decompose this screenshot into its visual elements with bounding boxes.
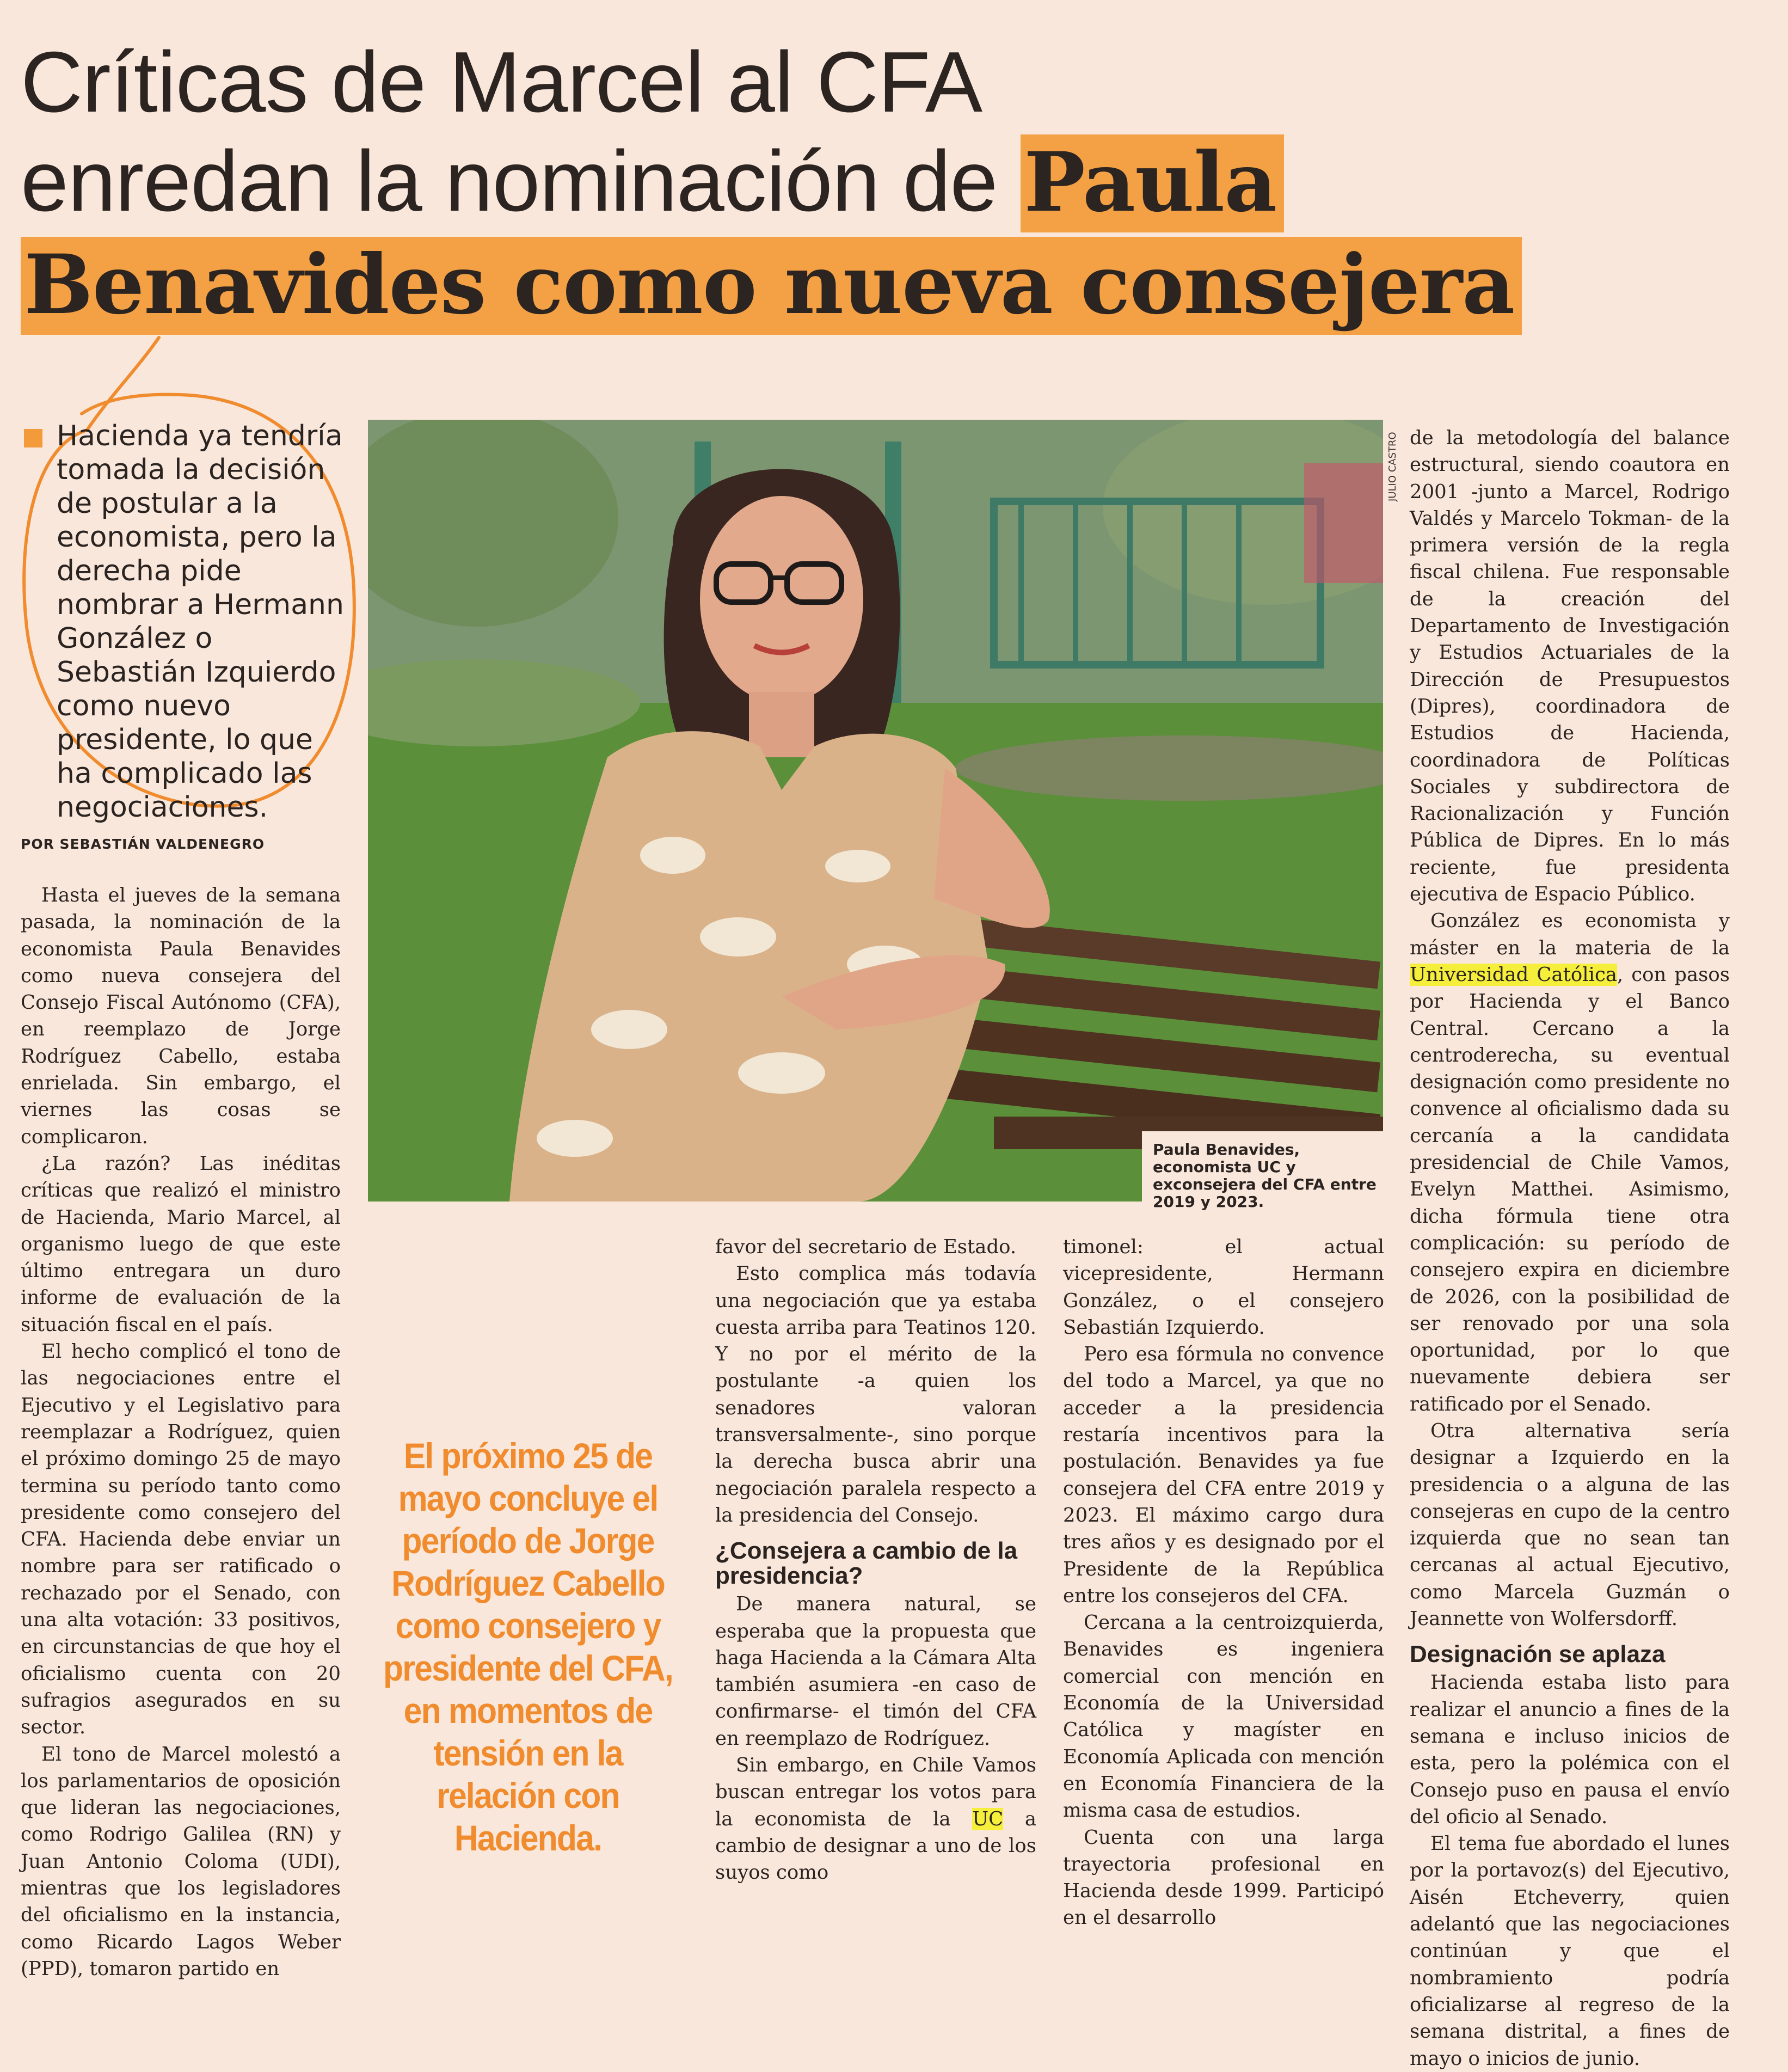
paragraph-text: González es economista y máster en la materia de la — [1410, 910, 1730, 959]
paragraph: favor del secretario de Estado. — [715, 1236, 1017, 1258]
paragraph: El tono de Marcel molestó a los parlamentarios de oposición que lideran las negociaciones, como Rodrigo Galilea (RN) y Juan Antonio Coloma (UDI), mientras que los legisladores del oficialismo en la instancia, como Ricardo Lagos Weber (PPD), tomaron partido en — [21, 1743, 341, 1980]
headline-line-3 — [21, 234, 1515, 334]
headline — [21, 33, 1515, 334]
paragraph: Esto complica más todavía una negociación que ya estaba cuesta arriba para Teatinos 120. Y no por el mérito de la postulante -a quien los senadores valoran transversalmente-, sino porque la derecha busca abrir una negociación paralela respecto a la presidencia del Consejo. — [715, 1262, 1036, 1527]
photo-credit: JULIO CASTRO — [1387, 432, 1398, 501]
portrait-illustration — [368, 420, 1383, 1201]
paragraph-text: a cambio de designar a uno de los suyos como — [715, 1807, 1037, 1884]
lead-text: Hacienda ya tendría tomada la decisión de postular a la economista, pero la derecha pide nombrar a Hermann González o Sebastián Izquierdo como nuevo presidente, lo que ha complicado las negociaciones. — [57, 420, 344, 824]
article-column-4 — [1410, 425, 1730, 2072]
headline-highlight-name: Paula — [1021, 134, 1284, 232]
byline: POR SEBASTIÁN VALDENEGRO — [21, 836, 265, 852]
portrait-photo — [368, 420, 1383, 1201]
pull-quote: El próximo 25 de mayo concluye el período de Jorge Rodríguez Cabello como consejero y presidente del CFA, en momentos de tensión en la relación con Hacienda. — [383, 1436, 673, 1858]
paragraph: El hecho complicó el tono de las negociaciones entre el Ejecutivo y el Legislativo para reemplazar a Rodríguez, quien el próximo domingo 25 de mayo termina su período tanto como presidente como consejero del CFA. Hacienda debe enviar un nombre para ser ratificado o rechazado por el Senado, con una alta votación: 33 positivos, en circunstancias de que hoy el oficialismo cuenta con 20 sufragios asegurados en su sector. — [21, 1340, 341, 1739]
paragraph — [715, 1752, 1036, 1886]
photo-caption: Paula Benavides, economista UC y exconsejera del CFA entre 2019 y 2023. — [1142, 1131, 1402, 1218]
paragraph: De manera natural, se esperaba que la propuesta que haga Hacienda a la Cámara Alta también asumiera -en caso de confirmarse- el timón del CFA en reemplazo de Rodríguez. — [715, 1593, 1036, 1750]
article-column-3 — [1063, 1234, 1384, 1932]
paragraph — [1410, 908, 1730, 1418]
paragraph: Hacienda estaba listo para realizar el anuncio a fines de la semana e incluso inicios de esta, pero la polémica con el Consejo puso en pausa el envío del oficio al Senado. — [1410, 1671, 1730, 1828]
paragraph: Cercana a la centroizquierda, Benavides es ingeniera comercial con mención en Economía de la Universidad Católica y magíster en Economía Aplicada con mención en Economía Financiera de la misma casa de estudios. — [1063, 1611, 1384, 1822]
headline-line-2 — [21, 132, 1436, 232]
paragraph: timonel: el actual vicepresidente, Hermann González, o el consejero Sebastián Izquierdo. — [1063, 1236, 1384, 1339]
section-heading: Designación se aplaza — [1410, 1641, 1666, 1668]
headline-line-2-plain: enredan la nominación de — [21, 133, 1021, 229]
paragraph-text: , con pasos por Hacienda y el Banco Central. Cercano a la centroderecha, su eventual designación como presidente no convence al oficialismo dada su cercanía a la candidata presidencial de Chile Vamos, Evelyn Matthei. Asimismo, dicha fórmula tiene otra complicación: su período de consejero expira en diciembre de 2026, con la posibilidad de ser renovado por una sola oportunidad, por lo que nuevamente debiera ser ratificado por el Senado. — [1410, 963, 1730, 1415]
article-column-1 — [21, 882, 341, 1982]
paragraph: Hasta el jueves de la semana pasada, la nominación de la economista Paula Benavides como nueva consejera del Consejo Fiscal Autónomo (CFA), en reemplazo de Jorge Rodríguez Cabello, estaba enrielada. Sin embargo, el viernes las cosas se complicaron. — [21, 884, 341, 1148]
paragraph: Pero esa fórmula no convence del todo a Marcel, ya que no acceder a la presidencia restaría incentivos para la postulación. Benavides ya fue consejera del CFA entre 2019 y 2023. El máximo cargo dura tres años y es designado por el Presidente de la República entre los consejeros del CFA. — [1063, 1343, 1384, 1607]
paragraph: Otra alternativa sería designar a Izquierdo en la presidencia o a alguna de las consejeras en cupo de la centro izquierda que no sean tan cercanas al actual Ejecutivo, como Marcela Guzmán o Jeannette von Wolfersdorff. — [1410, 1419, 1730, 1630]
paragraph: Cuenta con una larga trayectoria profesional en Hacienda desde 1999. Participó en el desarrollo — [1063, 1826, 1384, 1929]
paragraph: El tema fue abordado el lunes por la portavoz(s) del Ejecutivo, Aisén Etcheverry, quien adelantó que las negociaciones continúan y que el nombramiento podría oficializarse al regreso de la semana distrital, a fines de mayo o inicios de junio. — [1410, 1832, 1730, 2070]
paragraph: ¿La razón? Las inéditas críticas que realizó el ministro de Hacienda, Mario Marcel, al organismo luego de que este último entregara un duro informe de evaluación de la situación fiscal en el país. — [21, 1152, 341, 1336]
highlighted-text: UC — [972, 1807, 1004, 1830]
lead-deck — [24, 419, 351, 824]
headline-line-1: Críticas de Marcel al CFA — [21, 34, 982, 130]
paragraph-text: Sin embargo, en Chile Vamos buscan entregar los votos para la economista de la — [715, 1754, 1036, 1830]
article-column-2 — [715, 1234, 1036, 1886]
section-heading: ¿Consejera a cambio de la presidencia? — [715, 1537, 1018, 1590]
highlighted-text: Universidad Católica — [1410, 963, 1618, 986]
paragraph: de la metodología del balance estructural, siendo coautora en 2001 -junto a Marcel, Rodrigo Valdés y Marcelo Tokman- de la primera versión de la regla fiscal chilena. Fue responsable de la creación del Departamento de Investigación y Estudios Actuariales de la Dirección de Presupuestos (Dipres), coordinadora de Estudios de Hacienda, coordinadora de Políticas Sociales y subdirectora de Racionalización y Función Pública de Dipres. En lo más reciente, fue presidenta ejecutiva de Espacio Público. — [1410, 427, 1730, 906]
headline-highlight-rest: Benavides como nueva consejera — [21, 237, 1522, 335]
square-bullet-icon — [24, 429, 42, 447]
